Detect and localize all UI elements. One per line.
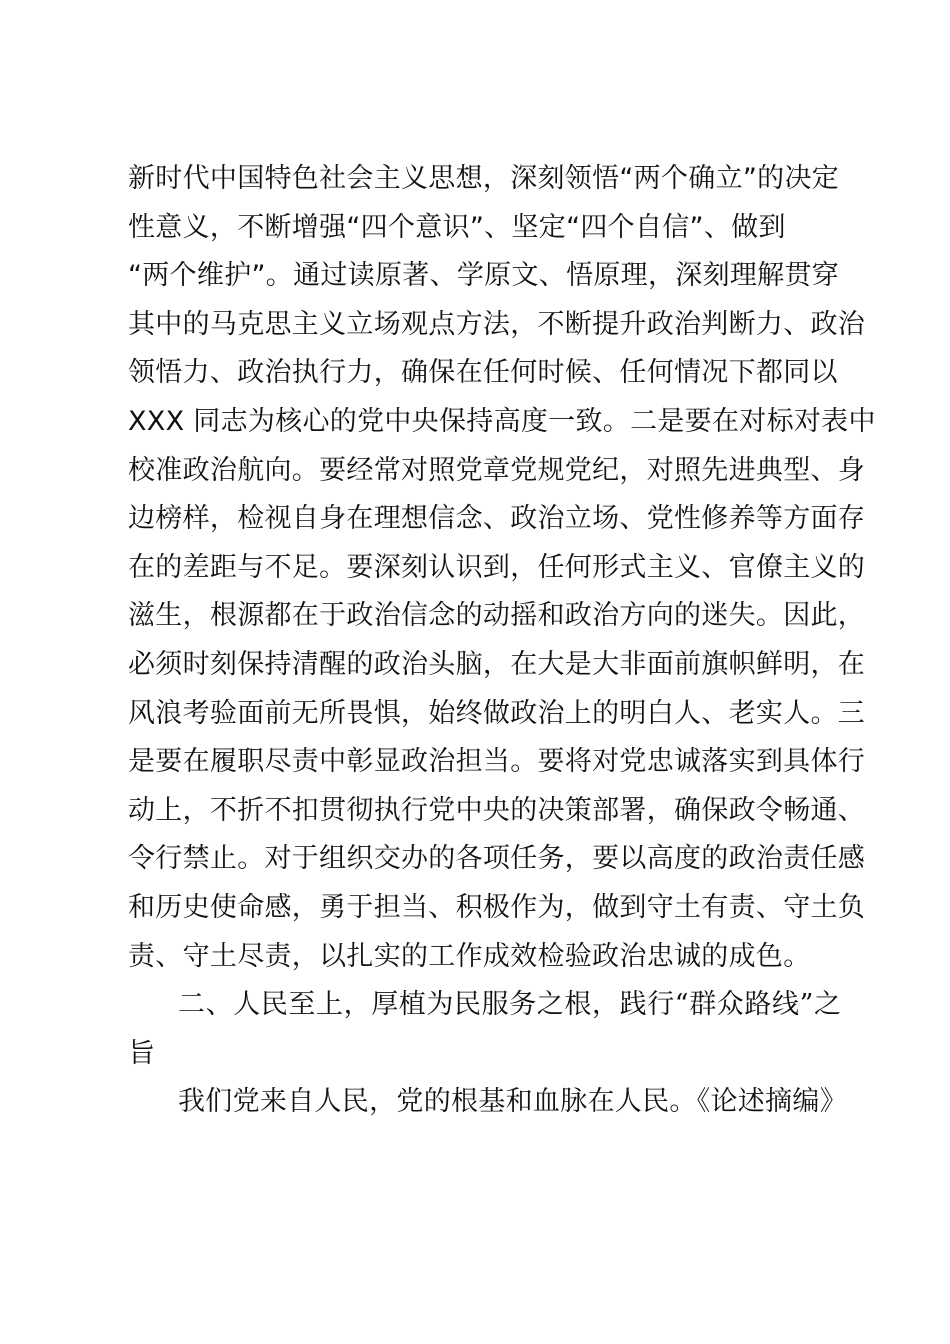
text-line: 性意义，不断增强“四个意识”、坚定“四个自信”、做到 [128,211,786,243]
text-line: XXX 同志为核心的党中央保持高度一致。二是要在对标对表中 [128,405,876,437]
text-line: 校准政治航向。要经常对照党章党规党纪，对照先进典型、身 [128,454,866,486]
text-line: 在的差距与不足。要深刻认识到，任何形式主义、官僚主义的 [128,551,866,583]
text-line: 新时代中国特色社会主义思想，深刻领悟“两个确立”的决定 [128,163,840,194]
section-heading [128,981,848,1078]
text-line: 其中的马克思主义立场观点方法，不断提升政治判断力、政治 [128,308,866,340]
text-line: 风浪考验面前无所畏惧，始终做政治上的明白人、老实人。三 [128,697,866,729]
text-line: 令行禁止。对于组织交办的各项任务，要以高度的政治责任感 [128,843,866,875]
text-line: 我们党来自人民，党的根基和血脉在人民。《论述摘编》 [178,1086,847,1118]
text-line: 动上，不折不扣贯彻执行党中央的决策部署，确保政令畅通、 [128,794,866,826]
text-line: “两个维护”。通过读原著、学原文、悟原理，深刻理解贯穿 [128,260,840,292]
paragraph-political-loyalty [128,155,876,981]
paragraph-people-first [128,1078,848,1127]
heading-line: 旨 [128,1037,156,1069]
body-text [128,155,876,1127]
text-line: 是要在履职尽责中彰显政治担当。要将对党忠诚落实到具体行 [128,746,866,778]
heading-line: 二、人民至上，厚植为民服务之根，践行“群众路线”之 [178,989,842,1021]
text-line: 边榜样，检视自身在理想信念、政治立场、党性修养等方面存 [128,503,866,535]
text-line: 必须时刻保持清醒的政治头脑，在大是大非面前旗帜鲜明，在 [128,648,866,680]
text-line: 领悟力、政治执行力，确保在任何时候、任何情况下都同以 [128,357,838,389]
text-line: 责、守土尽责，以扎实的工作成效检验政治忠诚的成色。 [128,940,811,972]
text-line: 和历史使命感，勇于担当、积极作为，做到守土有责、守土负 [128,891,866,923]
text-line: 滋生，根源都在于政治信念的动摇和政治方向的迷失。因此， [128,600,866,632]
